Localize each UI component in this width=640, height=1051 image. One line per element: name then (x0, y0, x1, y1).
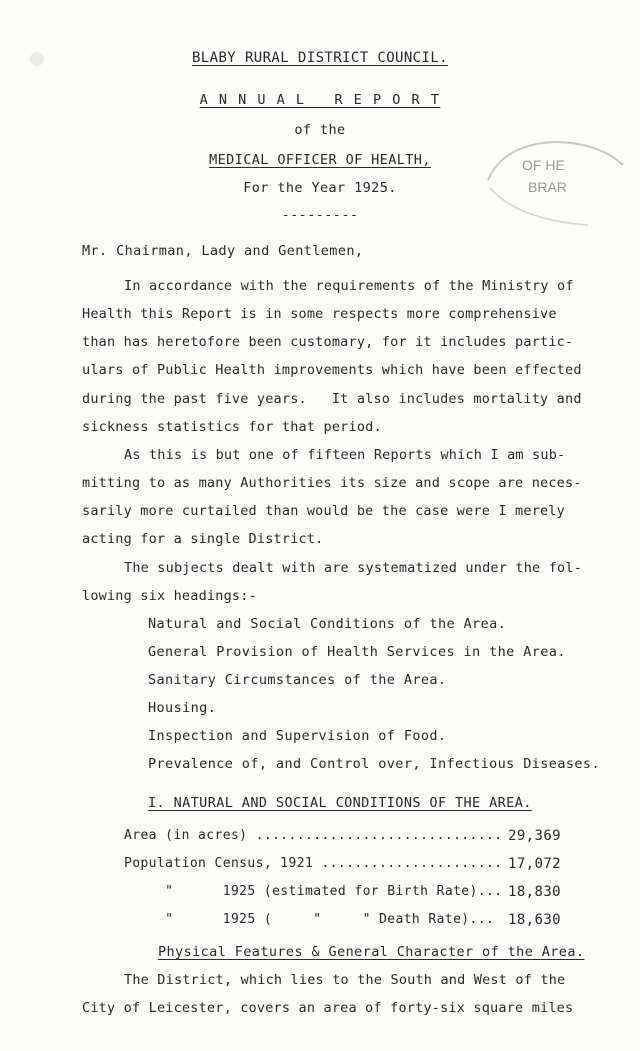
separator: --------- (281, 207, 359, 223)
report-title: A N N U A L R E P O R T (199, 92, 441, 108)
stamp-top-text: OF HE (522, 157, 565, 173)
report-year: For the Year 1925. (243, 180, 397, 196)
library-stamp (478, 130, 628, 240)
stat-label: Area (in acres) .............................. (124, 828, 503, 843)
heading-item: Inspection and Supervision of Food. (148, 728, 447, 744)
heading-item: Prevalence of, and Control over, Infectious Diseases. (148, 756, 600, 772)
subheading: Physical Features & General Character of the Area. (158, 944, 585, 960)
para1-line: than has heretofore been customary, for it includes partic- (82, 334, 574, 350)
stat-value: 29,369 (508, 828, 561, 844)
heading-item: Sanitary Circumstances of the Area. (148, 672, 447, 688)
para2-line: acting for a single District. (82, 531, 324, 547)
heading-item: Housing. (148, 700, 217, 716)
heading-item: Natural and Social Conditions of the Area. (148, 616, 507, 632)
salutation: Mr. Chairman, Lady and Gentlemen, (82, 243, 364, 259)
heading-item: General Provision of Health Services in the Area. (148, 644, 566, 660)
stat-value: 18,830 (508, 884, 561, 900)
stat-label: Population Census, 1921 ...................... (124, 856, 503, 871)
stat-value: 18,630 (508, 912, 561, 928)
stat-label: " 1925 ( " " Death Rate)... (124, 912, 495, 927)
para3-line: lowing six headings:- (82, 588, 257, 604)
para4-line: City of Leicester, covers an area of forty-six square miles (82, 1000, 574, 1016)
para2-line: mitting to as many Authorities its size and scope are neces- (82, 475, 582, 491)
para2-line: sarily more curtailed than would be the case were I merely (82, 503, 566, 519)
section-heading: I. NATURAL AND SOCIAL CONDITIONS OF THE AREA. (148, 795, 532, 811)
officer-heading: MEDICAL OFFICER OF HEALTH, (209, 152, 431, 168)
para1-line: ulars of Public Health improvements which have been effected (82, 362, 582, 378)
para4-line: The District, which lies to the South and West of the (124, 972, 566, 988)
para1-line: sickness statistics for that period. (82, 419, 382, 435)
para3-line: The subjects dealt with are systematized under the fol- (124, 560, 583, 576)
para1-line: Health this Report is in some respects more comprehensive (82, 306, 557, 322)
stat-value: 17,072 (508, 856, 561, 872)
para1-line: In accordance with the requirements of the Ministry of (124, 278, 574, 294)
stamp-mid-text: BRAR (528, 179, 567, 195)
of-the-line: of the (294, 122, 346, 138)
stat-label: " 1925 (estimated for Birth Rate)... (124, 884, 503, 899)
para2-line: As this is but one of fifteen Reports which I am sub- (124, 447, 566, 463)
council-heading: BLABY RURAL DISTRICT COUNCIL. (191, 50, 449, 66)
para1-line: during the past five years. It also includes mortality and (82, 391, 582, 407)
